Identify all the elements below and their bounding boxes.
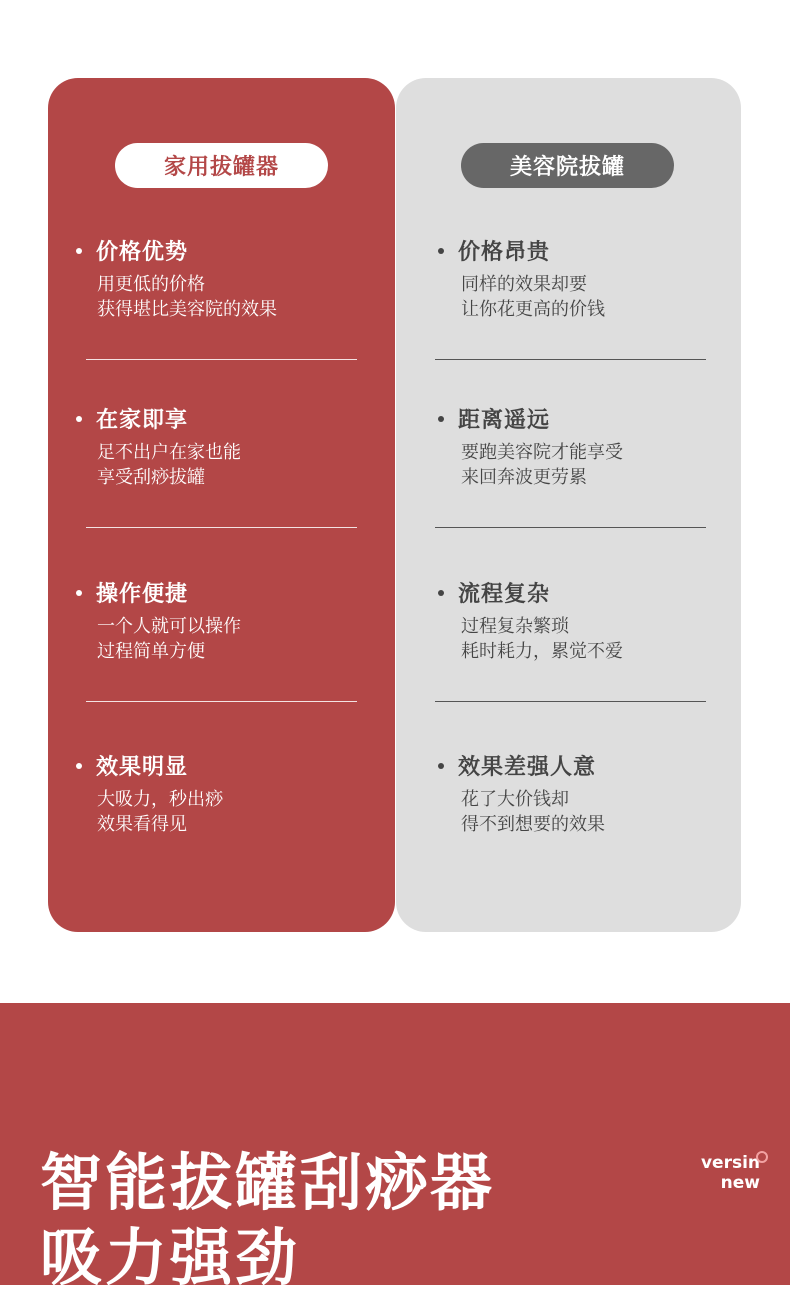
item-desc-line: 来回奔波更劳累 — [461, 467, 587, 488]
bullet-icon — [438, 416, 444, 422]
item-desc-line: 得不到想要的效果 — [461, 814, 605, 835]
divider — [86, 527, 357, 528]
item-title: 操作便捷 — [96, 582, 189, 607]
item-title: 价格昂贵 — [458, 240, 551, 265]
divider — [435, 527, 706, 528]
item-desc-line: 花了大价钱却 — [461, 789, 569, 810]
divider — [435, 701, 706, 702]
banner-headline: 智能拔罐刮痧器 — [40, 1146, 496, 1219]
item-desc-line: 足不出户在家也能 — [97, 442, 241, 463]
bullet-icon — [76, 590, 82, 596]
item-desc-line: 大吸力，秒出痧 — [97, 789, 223, 810]
bullet-icon — [76, 248, 82, 254]
item-desc-line: 同样的效果却要 — [461, 274, 587, 295]
bullet-icon — [76, 763, 82, 769]
brand-logo-line1: versin — [700, 1153, 760, 1173]
item-desc-line: 一个人就可以操作 — [97, 616, 241, 637]
item-desc-line: 享受刮痧拔罐 — [97, 467, 205, 488]
bullet-icon — [76, 416, 82, 422]
banner-subheadline: 吸力强劲 — [40, 1221, 301, 1294]
item-desc-line: 用更低的价格 — [97, 274, 205, 295]
home-cupping-card — [48, 78, 395, 932]
item-title: 流程复杂 — [458, 582, 551, 607]
bullet-icon — [438, 248, 444, 254]
item-title: 距离遥远 — [458, 408, 551, 433]
item-title: 效果差强人意 — [458, 755, 597, 780]
divider — [435, 359, 706, 360]
bullet-icon — [438, 763, 444, 769]
logo-ring-icon — [756, 1151, 768, 1163]
item-desc-line: 过程复杂繁琐 — [461, 616, 569, 637]
salon-cupping-card — [396, 78, 741, 932]
item-desc-line: 耗时耗力，累觉不爱 — [461, 641, 623, 662]
product-banner — [0, 1003, 790, 1294]
brand-logo-line2: new — [720, 1173, 760, 1193]
item-desc-line: 获得堪比美容院的效果 — [97, 299, 277, 320]
brand-logo — [701, 1153, 760, 1193]
item-title: 在家即享 — [96, 408, 189, 433]
home-cupping-title: 家用拔罐器 — [115, 143, 328, 188]
divider — [86, 701, 357, 702]
item-desc-line: 效果看得见 — [97, 814, 187, 835]
item-desc-line: 要跑美容院才能享受 — [461, 442, 623, 463]
salon-cupping-title: 美容院拔罐 — [461, 143, 674, 188]
item-title: 价格优势 — [96, 240, 189, 265]
bullet-icon — [438, 590, 444, 596]
item-desc-line: 让你花更高的价钱 — [461, 299, 605, 320]
divider — [86, 359, 357, 360]
item-title: 效果明显 — [96, 755, 189, 780]
item-desc-line: 过程简单方便 — [97, 641, 205, 662]
